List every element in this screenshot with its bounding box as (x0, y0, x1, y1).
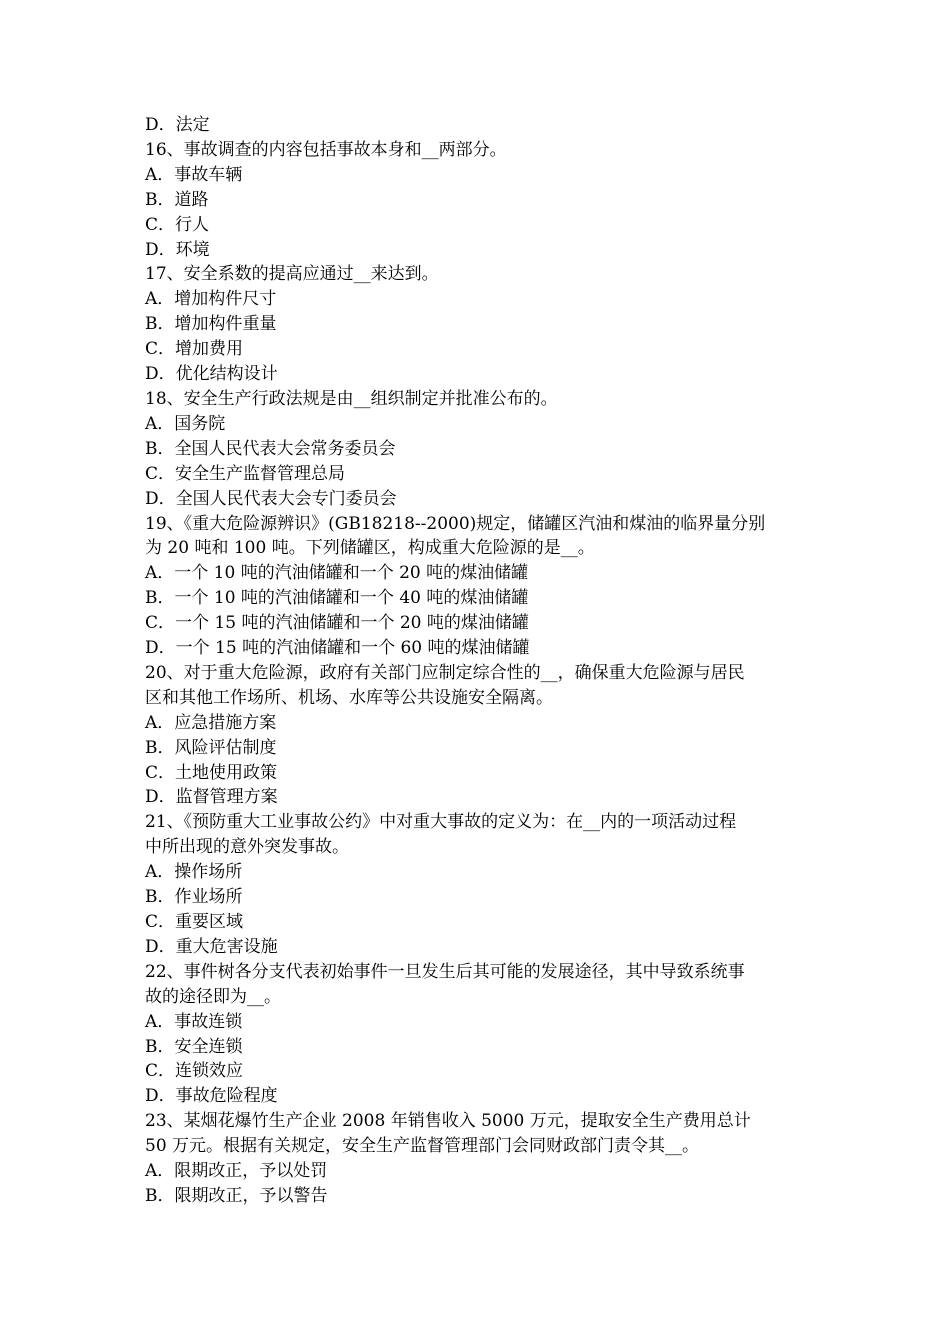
question-22-cont: 故的途径即为__。 (145, 986, 281, 1007)
option-line: B．安全连锁 (145, 1036, 243, 1057)
option-line: D．监督管理方案 (145, 787, 278, 808)
question-19: 19、《重大危险源辨识》(GB18218--2000)规定，储罐区汽油和煤油的临界量分别 (145, 513, 766, 534)
option-line: A．国务院 (145, 413, 226, 434)
question-22: 22、事件树各分支代表初始事件一旦发生后其可能的发展途径，其中导致系统事 (145, 961, 745, 982)
question-16: 16、事故调查的内容包括事故本身和__两部分。 (145, 139, 507, 160)
option-line: C．土地使用政策 (145, 762, 278, 783)
question-18: 18、安全生产行政法规是由__组织制定并批准公布的。 (145, 388, 558, 409)
option-line: B．一个 10 吨的汽油储罐和一个 40 吨的煤油储罐 (145, 588, 529, 609)
option-line: D．环境 (145, 239, 210, 260)
option-line: A．事故连锁 (145, 1011, 243, 1032)
option-line: D．事故危险程度 (145, 1086, 278, 1107)
option-line: C．行人 (145, 214, 210, 235)
option-line: D．一个 15 吨的汽油储罐和一个 60 吨的煤油储罐 (145, 638, 530, 659)
question-21-cont: 中所出现的意外突发事故。 (145, 837, 349, 858)
option-line: D．全国人民代表大会专门委员会 (145, 488, 397, 509)
option-line: A．应急措施方案 (145, 712, 277, 733)
option-line: B．全国人民代表大会常务委员会 (145, 438, 396, 459)
option-line: C．安全生产监督管理总局 (145, 463, 346, 484)
option-line: D．重大危害设施 (145, 936, 278, 957)
option-line: B．增加构件重量 (145, 314, 277, 335)
question-20: 20、对于重大危险源，政府有关部门应制定综合性的__，确保重大危险源与居民 (145, 662, 745, 683)
question-20-cont: 区和其他工作场所、机场、水库等公共设施安全隔离。 (145, 687, 553, 708)
option-line: C．连锁效应 (145, 1061, 244, 1082)
option-line: B．道路 (145, 189, 209, 210)
option-line: A．一个 10 吨的汽油储罐和一个 20 吨的煤油储罐 (145, 563, 529, 584)
question-19-cont: 为 20 吨和 100 吨。下列储罐区，构成重大危险源的是__。 (145, 538, 595, 559)
option-line: A．增加构件尺寸 (145, 289, 277, 310)
question-23-cont: 50 万元。根据有关规定，安全生产监督管理部门会同财政部门责令其__。 (145, 1136, 700, 1157)
option-line: C．一个 15 吨的汽油储罐和一个 20 吨的煤油储罐 (145, 613, 529, 634)
option-line: A．事故车辆 (145, 164, 243, 185)
option-line: B．作业场所 (145, 887, 243, 908)
option-line: D．法定 (145, 115, 210, 135)
option-line: D．优化结构设计 (145, 364, 278, 385)
option-line: B．风险评估制度 (145, 737, 277, 758)
option-line: C．增加费用 (145, 339, 244, 360)
question-23: 23、某烟花爆竹生产企业 2008 年销售收入 5000 万元，提取安全生产费用总计 (145, 1111, 751, 1132)
question-21: 21、《预防重大工业事故公约》中对重大事故的定义为：在__内的一项活动过程 (145, 812, 737, 833)
option-line: A．操作场所 (145, 862, 243, 883)
option-line: B．限期改正，予以警告 (145, 1185, 328, 1206)
document-page (145, 113, 810, 1209)
question-17: 17、安全系数的提高应通过__来达到。 (145, 264, 439, 285)
option-line: C．重要区域 (145, 912, 244, 932)
option-line: A．限期改正，予以处罚 (145, 1161, 328, 1182)
